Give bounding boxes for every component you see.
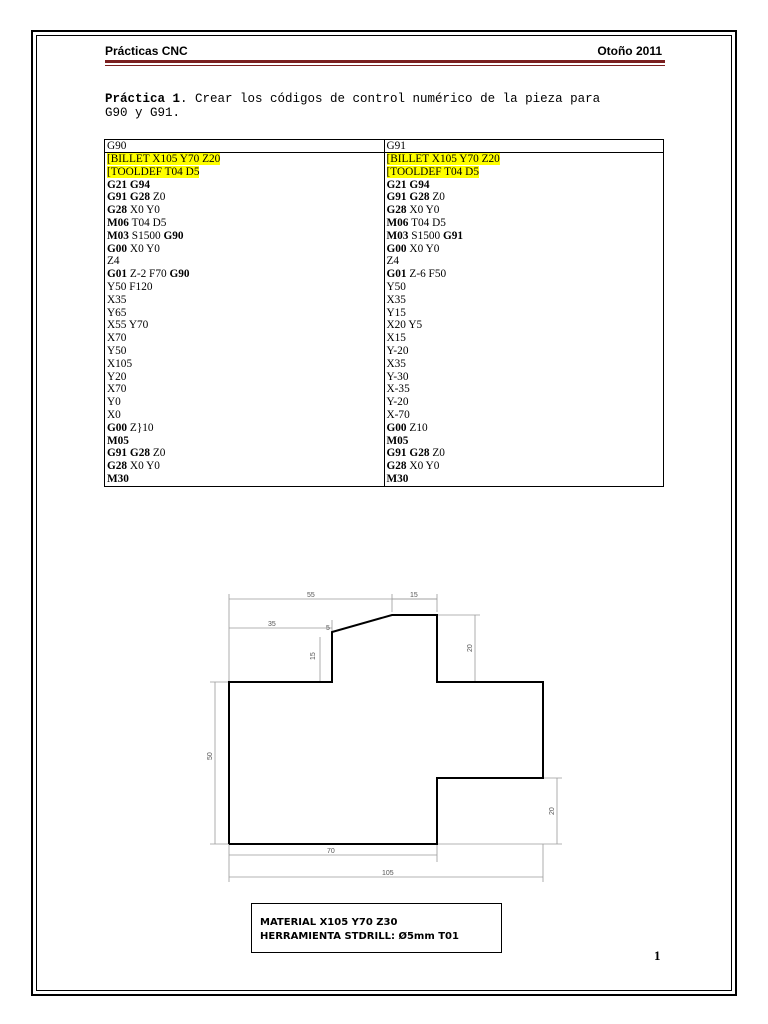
code-line: G91 G28 Z0 bbox=[107, 191, 166, 204]
header-left: Prácticas CNC bbox=[105, 44, 188, 58]
part-drawing bbox=[200, 582, 570, 887]
code-line: X35 bbox=[107, 293, 127, 306]
code-line: M30 bbox=[107, 472, 129, 485]
g91-column bbox=[384, 153, 664, 487]
code-line: X105 bbox=[107, 357, 133, 370]
code-line: G00 Z}10 bbox=[107, 421, 154, 434]
code-line: Z4 bbox=[107, 255, 120, 268]
dim-label-15-top: 15 bbox=[410, 592, 418, 599]
code-line: G21 G94 bbox=[107, 178, 150, 191]
header-right: Otoño 2011 bbox=[597, 44, 662, 58]
code-line: G91 G28 Z0 bbox=[386, 447, 445, 460]
code-line: G00 X0 Y0 bbox=[107, 242, 160, 255]
code-line: G91 G28 Z0 bbox=[386, 191, 445, 204]
code-line: G91 G28 Z0 bbox=[107, 447, 166, 460]
code-line: M06 T04 D5 bbox=[386, 216, 446, 229]
exercise-text-2: G90 y G91. bbox=[105, 106, 181, 120]
material-line: MATERIAL X105 Y70 Z30 bbox=[260, 917, 398, 928]
tool-line: HERRAMIENTA STDRILL: Ø5mm T01 bbox=[260, 931, 459, 942]
code-line: Y20 bbox=[107, 370, 127, 383]
code-line: G00 X0 Y0 bbox=[386, 242, 440, 255]
code-line: Y50 bbox=[386, 280, 406, 293]
code-line: Y0 bbox=[107, 396, 121, 409]
dim-label-55: 55 bbox=[307, 592, 315, 599]
code-line: [TOOLDEF T04 D5 bbox=[107, 165, 200, 178]
code-line: M05 bbox=[107, 434, 129, 447]
code-line: G01 Z-2 F70 G90 bbox=[107, 268, 190, 281]
code-line: G28 X0 Y0 bbox=[107, 204, 160, 217]
code-line: M03 S1500 G91 bbox=[386, 229, 464, 242]
code-line: G28 X0 Y0 bbox=[107, 460, 160, 473]
code-table bbox=[104, 139, 664, 487]
header-rule-thin bbox=[105, 65, 665, 66]
code-line: M06 T04 D5 bbox=[107, 216, 167, 229]
dim-label-20-bottom: 20 bbox=[549, 807, 556, 815]
code-line: X70 bbox=[107, 332, 127, 345]
g91-header: G91 bbox=[384, 140, 664, 153]
code-line: Y15 bbox=[386, 306, 406, 319]
code-line: Y-20 bbox=[386, 344, 409, 357]
exercise-statement bbox=[105, 92, 670, 120]
code-line: G21 G94 bbox=[386, 178, 430, 191]
code-line: Y-30 bbox=[386, 370, 409, 383]
code-line: X35 bbox=[386, 293, 406, 306]
code-line: M30 bbox=[386, 472, 409, 485]
g90-header: G90 bbox=[105, 140, 385, 153]
material-box bbox=[251, 903, 502, 953]
dim-label-15: 15 bbox=[310, 652, 317, 660]
header-rule-thick bbox=[105, 60, 665, 63]
exercise-label: Práctica 1 bbox=[105, 92, 181, 106]
code-line: X20 Y5 bbox=[386, 319, 423, 332]
code-line: X70 bbox=[107, 383, 127, 396]
code-line: X35 bbox=[386, 357, 406, 370]
code-line: Y50 F120 bbox=[107, 280, 153, 293]
code-line: [BILLET X105 Y70 Z20 bbox=[386, 153, 500, 165]
code-line: X-35 bbox=[386, 383, 410, 396]
code-line: G28 X0 Y0 bbox=[386, 460, 440, 473]
code-line: M05 bbox=[386, 434, 409, 447]
code-line: Y50 bbox=[107, 344, 127, 357]
dim-label-20: 20 bbox=[467, 644, 474, 652]
code-line: G01 Z-6 F50 bbox=[386, 268, 447, 281]
code-line: X15 bbox=[386, 332, 406, 345]
dimension-lines bbox=[210, 594, 562, 882]
code-line: G00 Z10 bbox=[386, 421, 428, 434]
code-line: Z4 bbox=[386, 255, 400, 268]
dim-label-35: 35 bbox=[268, 621, 276, 628]
code-line: X55 Y70 bbox=[107, 319, 149, 332]
code-line: X0 bbox=[107, 408, 121, 421]
code-line: X-70 bbox=[386, 408, 410, 421]
dim-label-50: 50 bbox=[207, 752, 214, 760]
code-line: G28 X0 Y0 bbox=[386, 204, 440, 217]
dim-label-5: 5 bbox=[326, 625, 330, 632]
code-line: [BILLET X105 Y70 Z20 bbox=[107, 153, 221, 165]
code-line: Y65 bbox=[107, 306, 127, 319]
part-outline bbox=[229, 615, 543, 844]
code-line: [TOOLDEF T04 D5 bbox=[386, 165, 479, 178]
code-line: Y-20 bbox=[386, 396, 409, 409]
exercise-text-1: . Crear los códigos de control numérico de la pieza para bbox=[180, 92, 601, 106]
dim-label-105: 105 bbox=[382, 870, 394, 877]
dim-label-70: 70 bbox=[327, 848, 335, 855]
code-line: M03 S1500 G90 bbox=[107, 229, 184, 242]
g90-column bbox=[105, 153, 385, 487]
page-number: 1 bbox=[654, 948, 661, 963]
